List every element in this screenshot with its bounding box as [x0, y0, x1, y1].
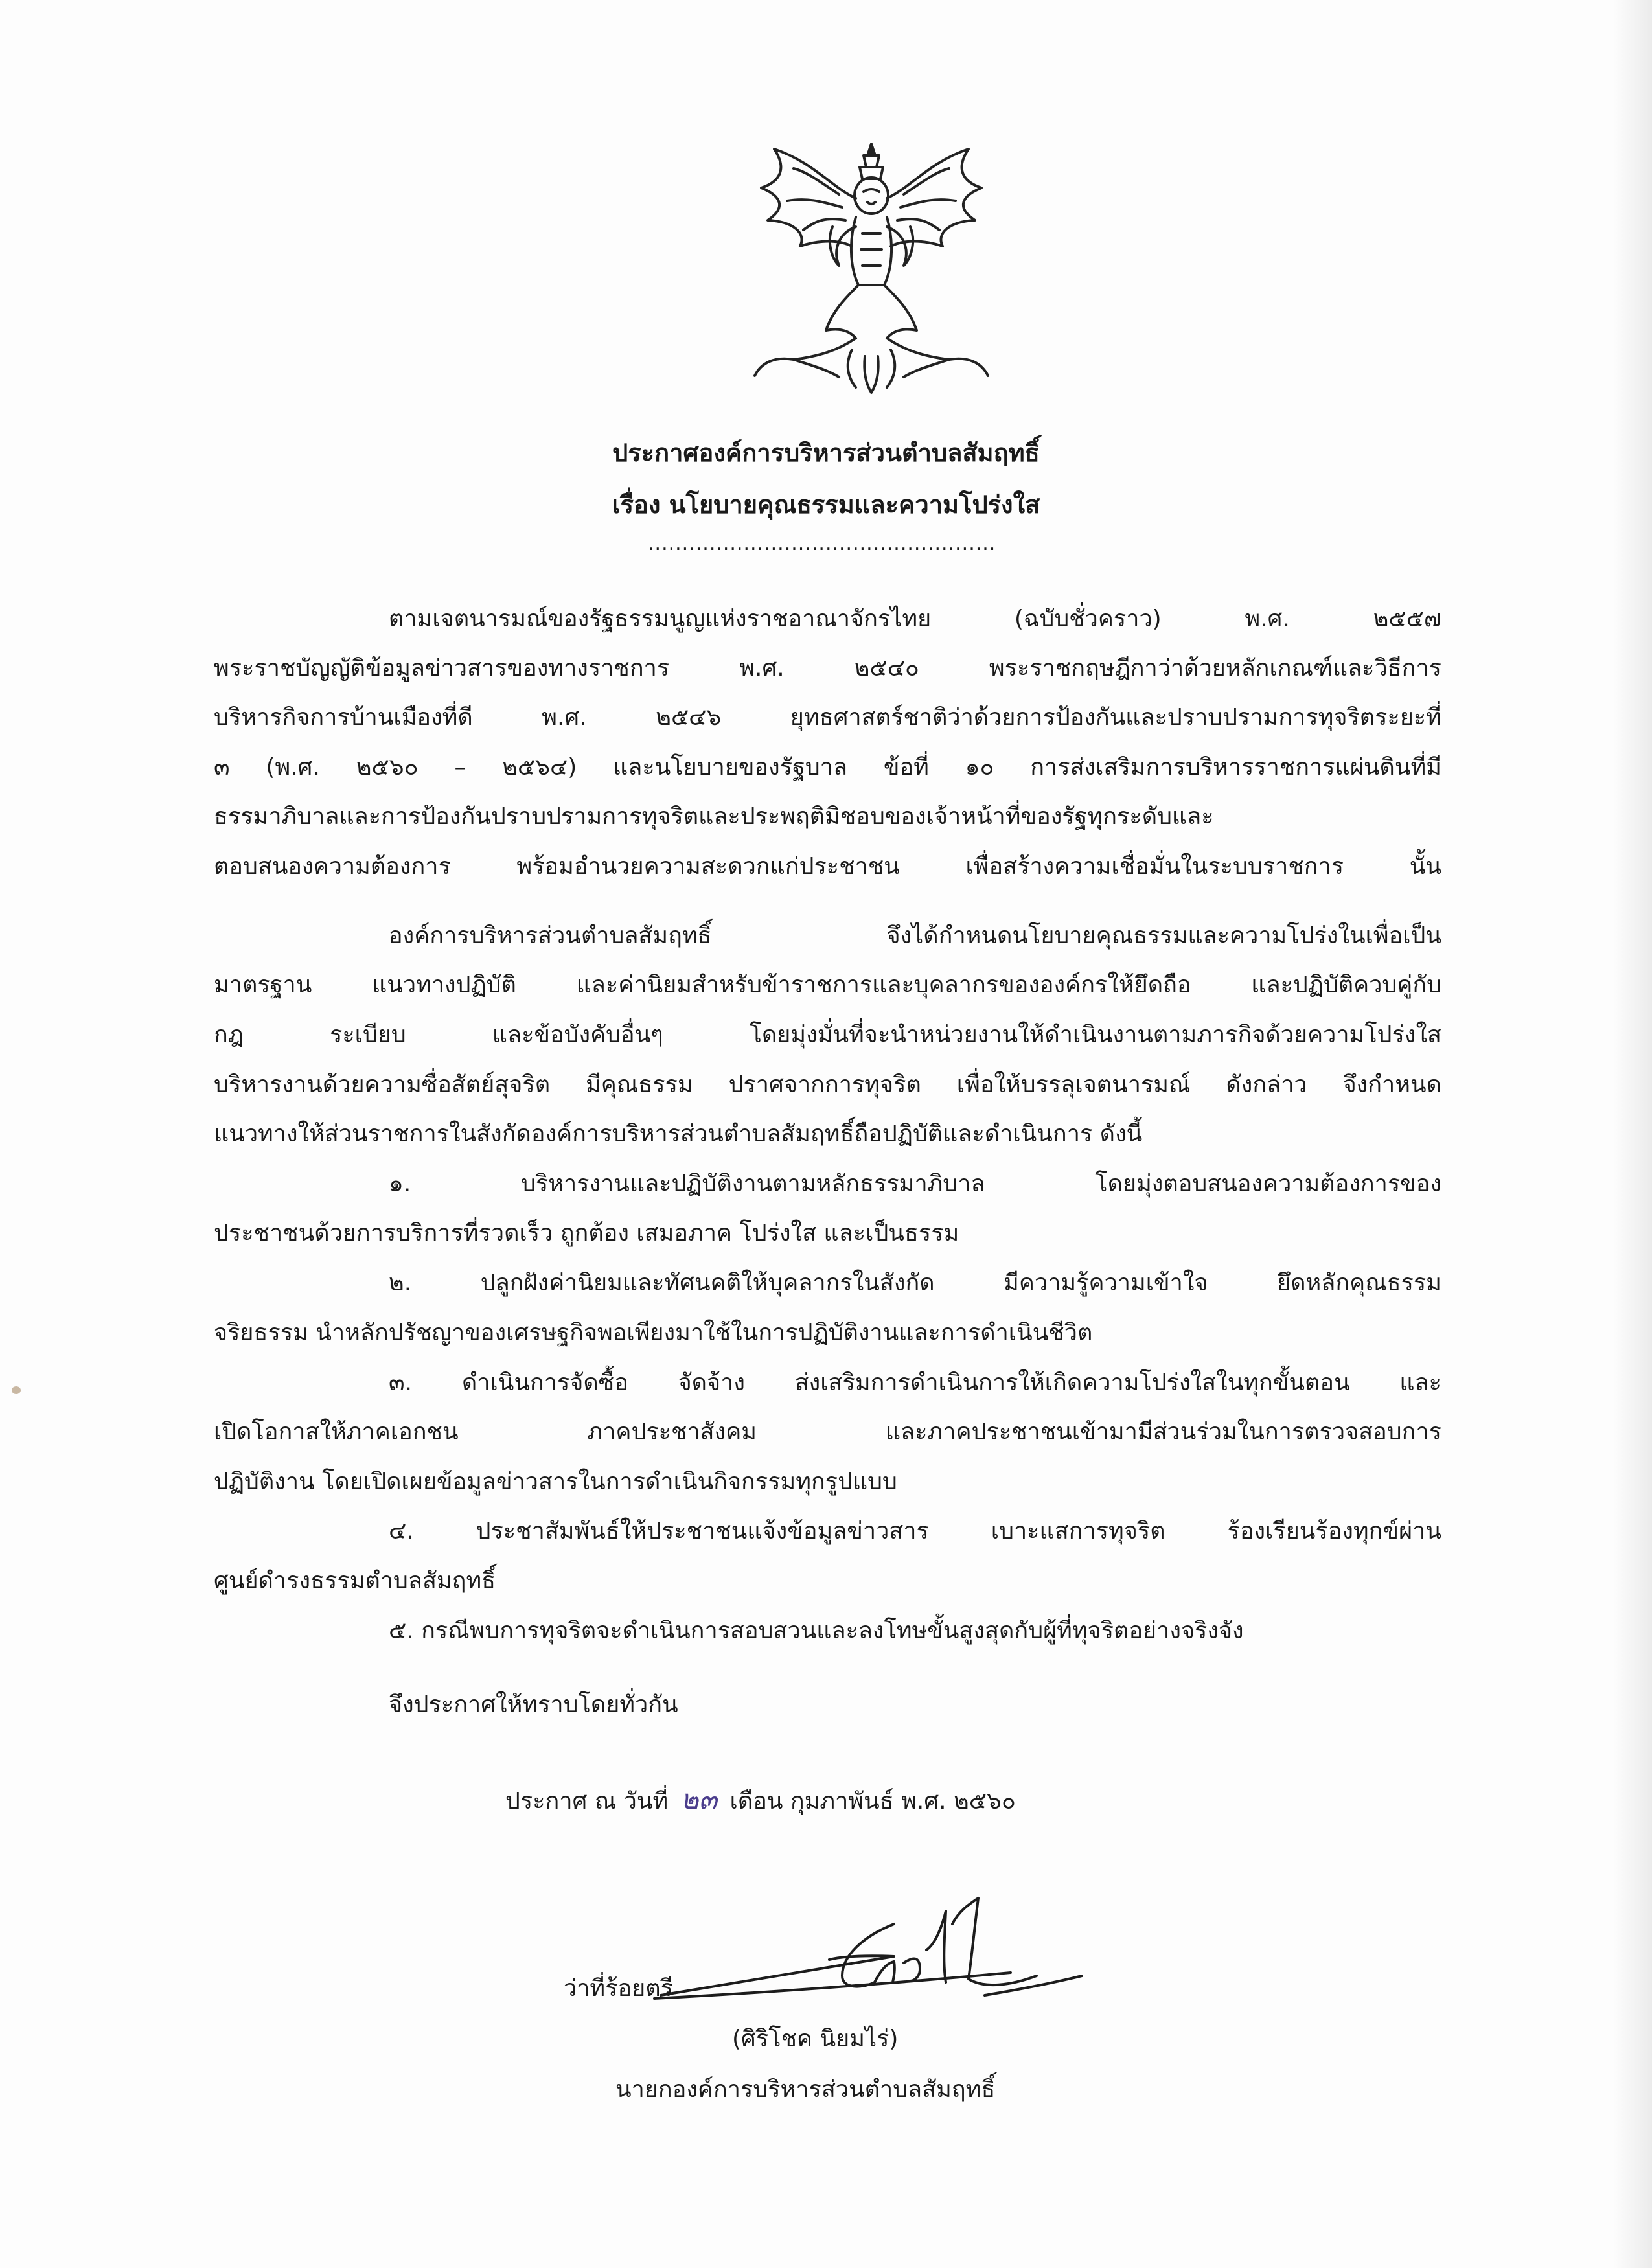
- para1-line4: ๓ (พ.ศ. ๒๕๖๐ – ๒๕๖๔) และนโยบายของรัฐบาล ข้อที่ ๑๐ การส่งเสริมการบริหารราชการแผ่นดินที่มี: [214, 754, 1441, 781]
- para2-line2: มาตรฐาน แนวทางปฏิบัติ และค่านิยมสำหรับข้าราชการและบุคลากรขององค์กรให้ยึดถือ และปฏิบัติควบคู่กับ: [214, 972, 1441, 998]
- scan-speck: [12, 1386, 21, 1394]
- item1-line2: ประชาชนด้วยการบริการที่รวดเร็ว ถูกต้อง เสมอภาค โปร่งใส และเป็นธรรม: [214, 1220, 959, 1246]
- date-day-handwritten: ๒๓: [680, 1783, 718, 1815]
- date-prefix: ประกาศ ณ วันที่: [505, 1788, 669, 1815]
- para1-line2: พระราชบัญญัติข้อมูลข่าวสารของทางราชการ พ.ศ. ๒๕๔๐ พระราชกฤษฎีกาว่าด้วยหลักเกณฑ์และวิธีการ: [214, 655, 1441, 682]
- date-suffix: เดือน กุมภาพันธ์ พ.ศ. ๒๕๖๐: [729, 1788, 1016, 1815]
- para1-line1: ตามเจตนารมณ์ของรัฐธรรมนูญแห่งราชอาณาจักรไทย (ฉบับชั่วคราว) พ.ศ. ๒๕๕๗: [389, 606, 1441, 632]
- announcement-subject: เรื่อง นโยบายคุณธรรมและความโปร่งใส: [612, 490, 1040, 519]
- signature-mark: [648, 1885, 1088, 2034]
- item4-line1: ๔. ประชาสัมพันธ์ให้ประชาชนแจ้งข้อมูลข่าวสาร เบาะแสการทุจริต ร้องเรียนร้องทุกข์ผ่าน: [389, 1518, 1441, 1544]
- para1-line5: ธรรมาภิบาลและการป้องกันปราบปรามการทุจริตและประพฤติมิชอบของเจ้าหน้าที่ของรัฐทุกระดับและ: [214, 803, 1214, 830]
- item3-line1: ๓. ดำเนินการจัดซื้อ จัดจ้าง ส่งเสริมการดำเนินการให้เกิดความโปร่งใสในทุกขั้นตอน และ: [389, 1369, 1441, 1396]
- para2-line4: บริหารงานด้วยความซื่อสัตย์สุจริต มีคุณธรรม ปราศจากการทุจริต เพื่อให้บรรลุเจตนารมณ์ ดังกล่าว จึงกำหนด: [214, 1071, 1441, 1098]
- scan-edge-shadow: [1613, 0, 1652, 2268]
- para1-line6: ตอบสนองความต้องการ พร้อมอำนวยความสะดวกแก่ประชาชน เพื่อสร้างความเชื่อมั่นในระบบราชการ นั้น: [214, 853, 1441, 880]
- announcement-title: ประกาศองค์การบริหารส่วนตำบลสัมฤทธิ์: [612, 439, 1040, 467]
- item1-line1: ๑. บริหารงานและปฏิบัติงานตามหลักธรรมาภิบาล โดยมุ่งตอบสนองความต้องการของ: [389, 1171, 1441, 1197]
- signatory-rank: ว่าที่ร้อยตรี: [564, 1975, 673, 2002]
- closing-line: จึงประกาศให้ทราบโดยทั่วกัน: [389, 1691, 678, 1718]
- signatory-name: (ศิริโชค นิยมไร่): [732, 2026, 899, 2052]
- para2-line5: แนวทางให้ส่วนราชการในสังกัดองค์การบริหารส่วนตำบลสัมฤทธิ์ถือปฏิบัติและดำเนินการ ดังนี้: [214, 1121, 1143, 1147]
- para2-line1: องค์การบริหารส่วนตำบลสัมฤทธิ์ จึงได้กำหนดนโยบายคุณธรรมและความโปร่งในเพื่อเป็น: [389, 922, 1441, 949]
- item3-line3: ปฏิบัติงาน โดยเปิดเผยข้อมูลข่าวสารในการดำเนินกิจกรรมทุกรูปแบบ: [214, 1469, 897, 1495]
- para1-line3: บริหารกิจการบ้านเมืองที่ดี พ.ศ. ๒๕๔๖ ยุทธศาสตร์ชาติว่าด้วยการป้องกันและปราบปรามการทุจริตระยะที่: [214, 704, 1441, 731]
- item4-line2: ศูนย์ดำรงธรรมตำบลสัมฤทธิ์: [214, 1568, 496, 1594]
- item3-line2: เปิดโอกาสให้ภาคเอกชน ภาคประชาสังคม และภาคประชาชนเข้ามามีส่วนร่วมในการตรวจสอบการ: [214, 1419, 1441, 1445]
- garuda-emblem-icon: [735, 136, 1007, 402]
- item2-line1: ๒. ปลูกฝังค่านิยมและทัศนคติให้บุคลากรในสังกัด มีความรู้ความเข้าใจ ยึดหลักคุณธรรม: [389, 1270, 1441, 1296]
- signatory-position: นายกองค์การบริหารส่วนตำบลสัมฤทธิ์: [615, 2076, 996, 2103]
- item2-line2: จริยธรรม นำหลักปรัชญาของเศรษฐกิจพอเพียงมาใช้ในการปฏิบัติงานและการดำเนินชีวิต: [214, 1320, 1093, 1346]
- item5-line: ๕. กรณีพบการทุจริตจะดำเนินการสอบสวนและลงโทษขั้นสูงสุดกับผู้ที่ทุจริตอย่างจริงจัง: [389, 1618, 1244, 1644]
- announcement-date: [505, 1778, 1016, 1821]
- title-separator: ...................................................: [648, 533, 996, 555]
- para2-line3: กฎ ระเบียบ และข้อบังคับอื่นๆ โดยมุ่งมั่นที่จะนำหน่วยงานให้ดำเนินงานตามภารกิจด้วยความโปร่งใส: [214, 1022, 1441, 1048]
